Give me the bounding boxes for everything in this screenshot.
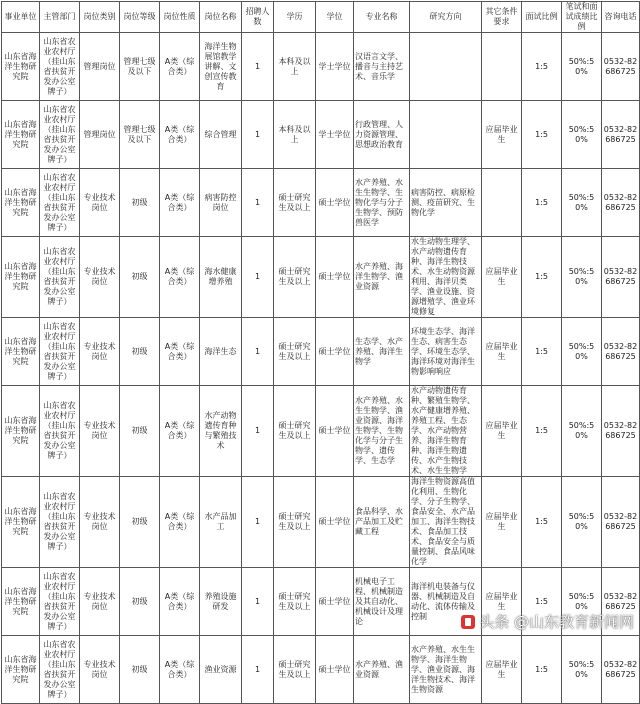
- table-row: [2, 386, 640, 477]
- table-body: [2, 33, 640, 704]
- table-cell: 50%:50%: [562, 318, 602, 386]
- table-cell: 硕士学位: [316, 318, 354, 386]
- table-cell: 硕士研究生及以上: [274, 386, 316, 477]
- table-cell: 水生动物生理学、水产动物遗传育种、海洋生物技术、水生动物资源利用、海洋贝类学、渔业设施、资源增殖学、渔业环境修复: [410, 237, 482, 318]
- table-row: [2, 101, 640, 169]
- table-cell: 0532-82686725: [602, 101, 640, 169]
- table-cell: 初级: [120, 237, 160, 318]
- table-cell: 硕士学位: [316, 386, 354, 477]
- table-cell: 专业技术岗位: [80, 568, 120, 636]
- table-cell: 专业技术岗位: [80, 386, 120, 477]
- table-row: [2, 237, 640, 318]
- table-cell: 海洋生态: [200, 318, 242, 386]
- table-cell: 综合管理: [200, 101, 242, 169]
- table-cell: A类（综合类）: [160, 318, 200, 386]
- table-cell: 1: [242, 318, 274, 386]
- table-cell: [410, 101, 482, 169]
- table-cell: 水产养殖、水生生物学、渔业资源、海洋生物学、生物化学与分子生物学、遗传学、生态学: [354, 386, 410, 477]
- table-cell: 初级: [120, 318, 160, 386]
- table-cell: 1:5: [522, 101, 562, 169]
- table-cell: 0532-82686725: [602, 318, 640, 386]
- table-cell: 1:5: [522, 477, 562, 568]
- table-cell: 渔业资源: [200, 636, 242, 704]
- column-header: 事业单位: [2, 2, 40, 33]
- table-cell: 养殖设施研发: [200, 568, 242, 636]
- table-cell: 应届毕业生: [482, 386, 522, 477]
- table-cell: A类（综合类）: [160, 386, 200, 477]
- table-cell: 初级: [120, 169, 160, 237]
- table-cell: 山东省海洋生物研究院: [2, 568, 40, 636]
- column-header: 面试比例: [522, 2, 562, 33]
- table-cell: 山东省农业农村厅（挂山东省扶贫开发办公室牌子）: [40, 101, 80, 169]
- table-cell: 1: [242, 477, 274, 568]
- column-header: 咨询电话: [602, 2, 640, 33]
- table-cell: 管理岗位: [80, 101, 120, 169]
- table-row: [2, 318, 640, 386]
- table-cell: [410, 33, 482, 101]
- table-cell: 海洋生物资源高值化利用、生物化学、分子生物学、食品安全、水产品加工、海洋生物技术、食品加工技术、食品安全与质量控制、食品风味化学: [410, 477, 482, 568]
- table-cell: A类（综合类）: [160, 237, 200, 318]
- table-cell: 水产养殖、水生生物学、生物化学与分子生物学、预防兽医学: [354, 169, 410, 237]
- table-cell: 1:5: [522, 568, 562, 636]
- table-cell: 硕士学位: [316, 237, 354, 318]
- table-cell: 山东省农业农村厅（挂山东省扶贫开发办公室牌子）: [40, 477, 80, 568]
- table-cell: 应届毕业生: [482, 568, 522, 636]
- table-cell: 水产动物遗传育种与繁殖技术: [200, 386, 242, 477]
- table-row: [2, 636, 640, 704]
- column-header: 岗位名称: [200, 2, 242, 33]
- table-cell: 硕士学位: [316, 477, 354, 568]
- table-cell: 山东省海洋生物研究院: [2, 169, 40, 237]
- table-cell: 山东省农业农村厅（挂山东省扶贫开发办公室牌子）: [40, 318, 80, 386]
- table-cell: 硕士学位: [316, 636, 354, 704]
- table-cell: 学士学位: [316, 101, 354, 169]
- table-cell: 1:5: [522, 318, 562, 386]
- table-cell: 50%:50%: [562, 33, 602, 101]
- table-cell: 初级: [120, 636, 160, 704]
- column-header: 学历: [274, 2, 316, 33]
- table-cell: 山东省海洋生物研究院: [2, 318, 40, 386]
- table-cell: 学士学位: [316, 33, 354, 101]
- table-cell: 山东省海洋生物研究院: [2, 33, 40, 101]
- table-cell: 本科及以上: [274, 33, 316, 101]
- watermark-text: 头条 @山东教育新闻网: [479, 613, 634, 631]
- table-cell: 病害防控、病原检测、疫苗研究、生物化学: [410, 169, 482, 237]
- table-cell: 1: [242, 636, 274, 704]
- table-cell: 水产养殖、渔业资源: [354, 636, 410, 704]
- table-cell: 0532-82686725: [602, 477, 640, 568]
- table-row: [2, 169, 640, 237]
- table-cell: 初级: [120, 477, 160, 568]
- table-cell: 1: [242, 568, 274, 636]
- table-cell: 水产动物遗传育种、繁殖生物学、水产健康增养殖、养殖工程、生态学、水产动物营养、海洋生物育种、海洋生物遗传、水产生物技术、水生生物学: [410, 386, 482, 477]
- watermark: [461, 611, 634, 632]
- table-cell: A类（综合类）: [160, 568, 200, 636]
- table-cell: [482, 169, 522, 237]
- column-header: 其它条件要求: [482, 2, 522, 33]
- table-cell: 0532-82686725: [602, 169, 640, 237]
- table-cell: 1:5: [522, 386, 562, 477]
- table-cell: 应届毕业生: [482, 477, 522, 568]
- table-cell: 1: [242, 101, 274, 169]
- table-cell: 硕士研究生及以上: [274, 568, 316, 636]
- table-cell: 食品科学、水产品加工及贮藏工程: [354, 477, 410, 568]
- table-cell: 0532-82686725: [602, 237, 640, 318]
- table-cell: 50%:50%: [562, 169, 602, 237]
- table-cell: 50%:50%: [562, 636, 602, 704]
- recruitment-table: [1, 1, 640, 704]
- column-header: 岗位类别: [80, 2, 120, 33]
- column-header: 招聘人数: [242, 2, 274, 33]
- table-cell: 管理七级及以下: [120, 101, 160, 169]
- table-cell: 水产养殖、水生生物学、海洋生物学、渔业资源、海洋生物技术、海洋生物资源: [410, 636, 482, 704]
- table-cell: 1: [242, 386, 274, 477]
- table-cell: 山东省农业农村厅（挂山东省扶贫开发办公室牌子）: [40, 386, 80, 477]
- table-cell: 1:5: [522, 237, 562, 318]
- table-cell: 硕士研究生及以上: [274, 237, 316, 318]
- table-cell: 山东省农业农村厅（挂山东省扶贫开发办公室牌子）: [40, 33, 80, 101]
- table-cell: 应届毕业生: [482, 318, 522, 386]
- table-cell: 行政管理、人力资源管理、思想政治教育: [354, 101, 410, 169]
- table-cell: 山东省农业农村厅（挂山东省扶贫开发办公室牌子）: [40, 568, 80, 636]
- table-cell: 硕士研究生及以上: [274, 318, 316, 386]
- table-cell: 硕士研究生及以上: [274, 169, 316, 237]
- table-cell: 山东省海洋生物研究院: [2, 101, 40, 169]
- table-cell: 50%:50%: [562, 568, 602, 636]
- table-cell: A类（综合类）: [160, 101, 200, 169]
- table-cell: 硕士研究生及以上: [274, 636, 316, 704]
- table-cell: 专业技术岗位: [80, 636, 120, 704]
- table-cell: 机械电子工程、机械制造及其自动化、机械设计及理论: [354, 568, 410, 636]
- table-cell: 应届毕业生: [482, 636, 522, 704]
- table-row: [2, 33, 640, 101]
- table-cell: 50%:50%: [562, 101, 602, 169]
- column-header: 岗位等级: [120, 2, 160, 33]
- table-cell: 50%:50%: [562, 237, 602, 318]
- table-cell: 山东省农业农村厅（挂山东省扶贫开发办公室牌子）: [40, 636, 80, 704]
- table-cell: 专业技术岗位: [80, 318, 120, 386]
- table-cell: 山东省农业农村厅（挂山东省扶贫开发办公室牌子）: [40, 237, 80, 318]
- table-cell: 应届毕业生: [482, 237, 522, 318]
- table-cell: 1: [242, 169, 274, 237]
- table-cell: [482, 33, 522, 101]
- table-cell: 1:5: [522, 636, 562, 704]
- table-cell: 海水健康增养殖: [200, 237, 242, 318]
- column-header: 专业名称: [354, 2, 410, 33]
- table-cell: 1:5: [522, 169, 562, 237]
- table-cell: 生态学、水产养殖、海洋生物学: [354, 318, 410, 386]
- table-cell: 海洋生物展馆教学讲解、文创宣传教育: [200, 33, 242, 101]
- table-cell: 0532-82686725: [602, 33, 640, 101]
- table-cell: 50%:50%: [562, 477, 602, 568]
- column-header: 研究方向: [410, 2, 482, 33]
- table-cell: A类（综合类）: [160, 477, 200, 568]
- table-cell: 海洋机电装备与仪器、机械制造及自动化、流体传输及控制: [410, 568, 482, 636]
- table-cell: 1:5: [522, 33, 562, 101]
- table-cell: 本科及以上: [274, 101, 316, 169]
- table-cell: A类（综合类）: [160, 636, 200, 704]
- table-cell: 50%:50%: [562, 386, 602, 477]
- header-row: [2, 2, 640, 33]
- table-cell: 专业技术岗位: [80, 169, 120, 237]
- table-cell: 管理岗位: [80, 33, 120, 101]
- table-cell: 0532-82686725: [602, 386, 640, 477]
- table-cell: 汉语言文学、播音与主持艺术、音乐学: [354, 33, 410, 101]
- table-cell: 0532-82686725: [602, 568, 640, 636]
- table-cell: 山东省农业农村厅（挂山东省扶贫开发办公室牌子）: [40, 169, 80, 237]
- table-cell: 环境生态学、海洋生态、病害生态学、环境生态学、海洋环境对海洋生物影响响应: [410, 318, 482, 386]
- table-cell: 初级: [120, 386, 160, 477]
- table-cell: 管理七级及以下: [120, 33, 160, 101]
- table-cell: 山东省海洋生物研究院: [2, 237, 40, 318]
- table-cell: 硕士研究生及以上: [274, 477, 316, 568]
- table-cell: A类（综合类）: [160, 33, 200, 101]
- table-cell: 硕士学位: [316, 568, 354, 636]
- table-cell: 水产品加工: [200, 477, 242, 568]
- column-header: 笔试和面试成绩比例: [562, 2, 602, 33]
- table-cell: 1: [242, 237, 274, 318]
- table-cell: 山东省海洋生物研究院: [2, 477, 40, 568]
- column-header: 学位: [316, 2, 354, 33]
- table-cell: 山东省海洋生物研究院: [2, 636, 40, 704]
- news-logo-icon: [461, 615, 475, 629]
- column-header: 岗位性质: [160, 2, 200, 33]
- table-cell: 1: [242, 33, 274, 101]
- table-cell: 0532-82686725: [602, 636, 640, 704]
- table-row: [2, 477, 640, 568]
- table-cell: 专业技术岗位: [80, 477, 120, 568]
- column-header: 主管部门: [40, 2, 80, 33]
- table-cell: 初级: [120, 568, 160, 636]
- table-cell: A类（综合类）: [160, 169, 200, 237]
- table-cell: 硕士学位: [316, 169, 354, 237]
- table-cell: 病害防控岗位: [200, 169, 242, 237]
- table-cell: 应届毕业生: [482, 101, 522, 169]
- table-cell: 水产养殖、海洋生物学、渔业资源: [354, 237, 410, 318]
- table-cell: 专业技术岗位: [80, 237, 120, 318]
- table-cell: 山东省海洋生物研究院: [2, 386, 40, 477]
